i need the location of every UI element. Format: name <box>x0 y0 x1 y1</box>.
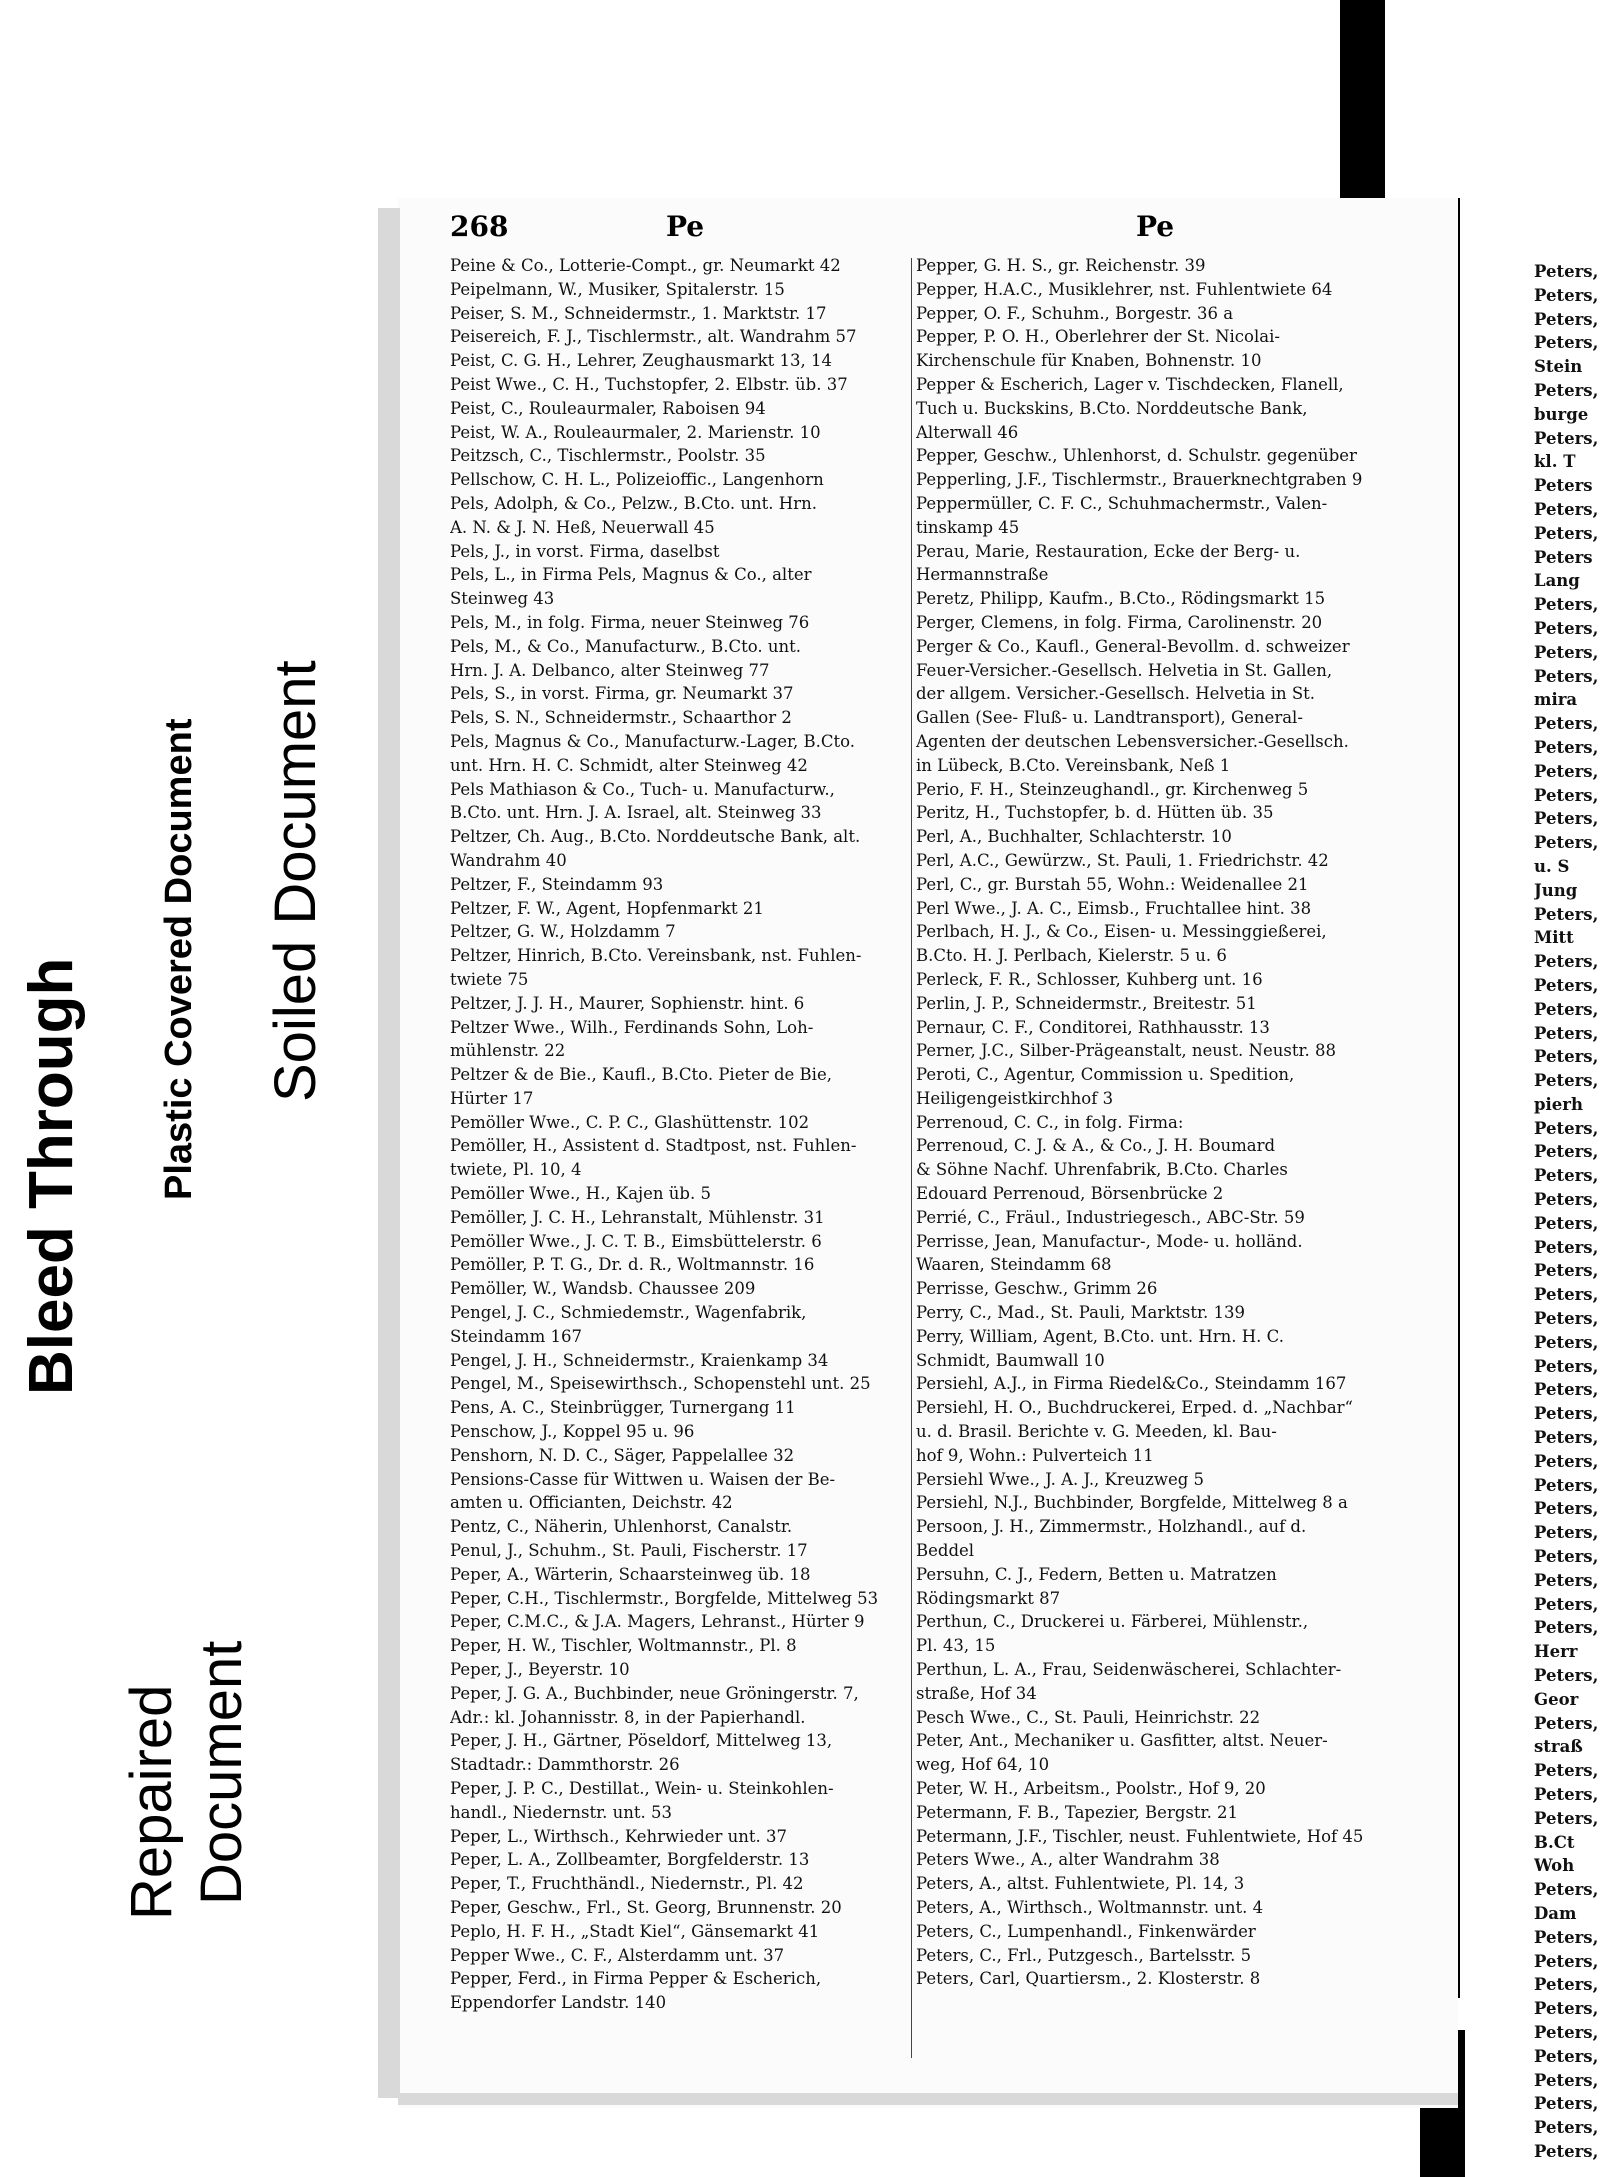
repaired-document-label-line-1: Repaired <box>119 1684 184 1920</box>
right-column <box>916 254 1376 1991</box>
directory-entry-line: twiete, Pl. 10, 4 <box>450 1160 582 1180</box>
next-page-entry-fragment: Peters, <box>1534 1380 1599 1400</box>
next-page-entry-fragment: Peters, <box>1534 952 1599 972</box>
next-page-entry-fragment: Peters, <box>1534 618 1599 638</box>
directory-entry-line: Pels, M., in folg. Firma, neuer Steinweg 76 <box>450 612 810 632</box>
directory-entry-line: Petermann, F. B., Tapezier, Bergstr. 21 <box>916 1802 1239 1822</box>
next-page-entry-fragment: Peters, <box>1534 999 1599 1019</box>
directory-entry-line: Peper, J., Beyerstr. 10 <box>450 1660 630 1680</box>
directory-entry-line: Pepper, H.A.C., Musiklehrer, nst. Fuhlentwiete 64 <box>916 279 1333 299</box>
directory-entry-line: Perrisse, Jean, Manufactur-, Mode- u. holländ. <box>916 1231 1303 1251</box>
directory-entry-line: Pepper, P. O. H., Oberlehrer der St. Nicolai- <box>916 327 1280 347</box>
next-page-entry-fragment: Peters, <box>1534 1999 1599 2019</box>
directory-entry-line: B.Cto. unt. Hrn. J. A. Israel, alt. Steinweg 33 <box>450 803 822 823</box>
directory-entry-line: u. d. Brasil. Berichte v. G. Meeden, kl. Bau- <box>916 1422 1277 1442</box>
next-page-entry-fragment: Peters, <box>1534 1761 1599 1781</box>
next-page-entry-fragment: Peters, <box>1534 2046 1599 2066</box>
directory-entry-line: Pepper, Ferd., in Firma Pepper & Escherich, <box>450 1969 822 1989</box>
directory-entry-line: Perl, A., Buchhalter, Schlachterstr. 10 <box>916 827 1232 847</box>
next-page-entry-fragment: Peters, <box>1534 2141 1599 2161</box>
directory-entry-line: Pemöller, P. T. G., Dr. d. R., Woltmannstr. 16 <box>450 1255 815 1275</box>
directory-entry-line: Pels, Magnus & Co., Manufacturw.-Lager, B.Cto. <box>450 731 856 751</box>
next-page-entry-fragment: Peters, <box>1534 904 1599 924</box>
scanner-bar-top <box>1340 0 1385 200</box>
directory-entry-line: A. N. & J. N. Heß, Neuerwall 45 <box>450 517 715 537</box>
directory-entry-line: Perthun, C., Druckerei u. Färberei, Mühlenstr., <box>916 1612 1309 1632</box>
directory-entry-line: Peist, W. A., Rouleaurmaler, 2. Marienstr. 10 <box>450 422 821 442</box>
next-page-entry-fragment: Peters, <box>1534 714 1599 734</box>
directory-entry-line: Peltzer, Hinrich, B.Cto. Vereinsbank, nst. Fuhlen- <box>450 946 862 966</box>
directory-entry-line: Peters, A., altst. Fuhlentwiete, Pl. 14, 3 <box>916 1874 1245 1894</box>
directory-entry-line: Peist Wwe., C. H., Tuchstopfer, 2. Elbstr. üb. 37 <box>450 374 848 394</box>
directory-entry-line: Perl, C., gr. Burstah 55, Wohn.: Weidenallee 21 <box>916 874 1309 894</box>
directory-entry-line: Rödingsmarkt 87 <box>916 1588 1061 1608</box>
directory-entry-line: Pesch Wwe., C., St. Pauli, Heinrichstr. 22 <box>916 1707 1261 1727</box>
next-page-entry-fragment: Peters <box>1534 547 1593 567</box>
next-page-entry-fragment: Peters, <box>1534 1951 1599 1971</box>
directory-entry-line: Peter, Ant., Mechaniker u. Gasfitter, altst. Neuer- <box>916 1731 1328 1751</box>
directory-entry-line: handl., Niedernstr. unt. 53 <box>450 1802 673 1822</box>
directory-entry-line: Peper, C.M.C., & J.A. Magers, Lehranst., Hürter 9 <box>450 1612 865 1632</box>
next-page-entry-fragment: Peters, <box>1534 1547 1599 1567</box>
directory-entry-line: Hermannstraße <box>916 565 1049 585</box>
next-page-entry-fragment: Peters, <box>1534 333 1599 353</box>
next-page-entry-fragment: Peters, <box>1534 1523 1599 1543</box>
next-page-entry-fragment: Peters, <box>1534 1404 1599 1424</box>
directory-entry-line: Perthun, L. A., Frau, Seidenwäscherei, Schlachter- <box>916 1660 1342 1680</box>
directory-entry-line: Feuer-Versicher.-Gesellsch. Helvetia in St. Gallen, <box>916 660 1333 680</box>
directory-entry-line: Perio, F. H., Steinzeughandl., gr. Kirchenweg 5 <box>916 779 1309 799</box>
directory-entry-line: Perleck, F. R., Schlosser, Kuhberg unt. 16 <box>916 969 1263 989</box>
directory-entry-line: Pl. 43, 15 <box>916 1636 996 1656</box>
next-page-entry-fragment: Peters, <box>1534 1499 1599 1519</box>
directory-entry-line: Peisereich, F. J., Tischlermstr., alt. Wandrahm 57 <box>450 327 857 347</box>
next-page-entry-fragment: Woh <box>1534 1856 1575 1876</box>
directory-entry-line: Peters, Carl, Quartiersm., 2. Klosterstr. 8 <box>916 1969 1261 1989</box>
directory-entry-line: B.Cto. H. J. Perlbach, Kielerstr. 5 u. 6 <box>916 946 1227 966</box>
next-page-entry-fragment: Peters, <box>1534 737 1599 757</box>
next-page-entry-fragment: kl. T <box>1534 452 1576 472</box>
directory-entry-line: Pemöller Wwe., H., Kajen üb. 5 <box>450 1184 711 1204</box>
directory-entry-line: Peiser, S. M., Schneidermstr., 1. Marktstr. 17 <box>450 303 827 323</box>
directory-entry-line: Perl, A.C., Gewürzw., St. Pauli, 1. Friedrichstr. 42 <box>916 850 1329 870</box>
page-edge-left <box>378 208 400 2098</box>
directory-entry-line: Stadtadr.: Dammthorstr. 26 <box>450 1755 680 1775</box>
directory-entry-line: Pepper Wwe., C. F., Alsterdamm unt. 37 <box>450 1945 785 1965</box>
next-page-entry-fragment: Peters, <box>1534 1166 1599 1186</box>
next-page-entry-fragment: Peters, <box>1534 309 1599 329</box>
next-page-entry-fragment: Peters, <box>1534 1213 1599 1233</box>
directory-entry-line: Perlin, J. P., Schneidermstr., Breitestr. 51 <box>916 993 1257 1013</box>
directory-entry-line: Persiehl, A.J., in Firma Riedel&Co., Steindamm 167 <box>916 1374 1347 1394</box>
next-page-entry-fragment: u. S <box>1534 856 1570 876</box>
directory-entry-line: Pengel, J. C., Schmiedemstr., Wagenfabrik, <box>450 1303 807 1323</box>
directory-entry-line: Peper, L. A., Zollbeamter, Borgfelderstr. 13 <box>450 1850 810 1870</box>
next-page-entry-fragment: Peters, <box>1534 1356 1599 1376</box>
directory-entry-line: Perger & Co., Kaufl., General-Bevollm. d. schweizer <box>916 636 1350 656</box>
next-page-entry-fragment: Peters, <box>1534 1190 1599 1210</box>
directory-entry-line: Pepper & Escherich, Lager v. Tischdecken, Flanell, <box>916 374 1344 394</box>
next-page-entry-fragment: Peters, <box>1534 262 1599 281</box>
directory-entry-line: twiete 75 <box>450 969 529 989</box>
directory-entry-line: Peper, H. W., Tischler, Woltmannstr., Pl. 8 <box>450 1636 797 1656</box>
directory-entry-line: der allgem. Versicher.-Gesellsch. Helvetia in St. <box>916 684 1316 704</box>
directory-entry-line: Steindamm 167 <box>450 1326 583 1346</box>
next-page-entry-fragment: Peters, <box>1534 809 1599 829</box>
left-column <box>450 254 910 2015</box>
directory-entry-line: Schmidt, Baumwall 10 <box>916 1350 1105 1370</box>
directory-entry-line: Pels, L., in Firma Pels, Magnus & Co., alter <box>450 565 812 585</box>
directory-entry-line: Pemöller, J. C. H., Lehranstalt, Mühlenstr. 31 <box>450 1207 825 1227</box>
directory-entry-line: Hürter 17 <box>450 1088 534 1108</box>
next-page-entry-fragment: Peters, <box>1534 642 1599 662</box>
bleed-through-label: Bleed Through <box>17 957 86 1395</box>
directory-entry-line: Gallen (See- Fluß- u. Landtransport), General- <box>916 708 1303 728</box>
directory-entry-line: Perau, Marie, Restauration, Ecke der Berg- u. <box>916 541 1301 561</box>
directory-entry-line: Perrenoud, C. C., in folg. Firma: <box>916 1112 1184 1132</box>
directory-entry-line: Persiehl, H. O., Buchdruckerei, Erped. d. „Nachbar“ <box>916 1398 1353 1418</box>
next-page-entry-fragment: Peters, <box>1534 1975 1599 1995</box>
directory-entry-line: Edouard Perrenoud, Börsenbrücke 2 <box>916 1184 1224 1204</box>
book-page <box>398 198 1458 2108</box>
directory-entry-line: Pemöller, H., Assistent d. Stadtpost, nst. Fuhlen- <box>450 1136 857 1156</box>
directory-entry-line: Wandrahm 40 <box>450 850 567 870</box>
directory-entry-line: Hrn. J. A. Delbanco, alter Steinweg 77 <box>450 660 770 680</box>
directory-entry-line: Steinweg 43 <box>450 589 555 609</box>
directory-entry-line: Pernaur, C. F., Conditorei, Rathhausstr. 13 <box>916 1017 1270 1037</box>
next-page-entry-fragment: Peters, <box>1534 1618 1599 1638</box>
next-page-entry-fragment: Peters, <box>1534 499 1599 519</box>
directory-entry-line: Peters, C., Frl., Putzgesch., Bartelsstr. 5 <box>916 1945 1252 1965</box>
next-page-entry-fragment: Peters, <box>1534 833 1599 853</box>
next-page-entry-fragment: B.Ct <box>1534 1832 1575 1852</box>
directory-entry-line: Perry, William, Agent, B.Cto. unt. Hrn. H. C. <box>916 1326 1284 1346</box>
next-page-entry-fragment: Peters, <box>1534 1309 1599 1329</box>
next-page-entry-fragment: Mitt <box>1534 928 1574 948</box>
directory-entry-line: Perlbach, H. J., & Co., Eisen- u. Messinggießerei, <box>916 922 1327 942</box>
next-page-entry-fragment: Peters, <box>1534 1118 1599 1138</box>
next-page-entry-fragment: Peters, <box>1534 1071 1599 1091</box>
next-page-entry-fragment: Peters, <box>1534 2070 1599 2090</box>
directory-entry-line: Kirchenschule für Knaben, Bohnenstr. 10 <box>916 351 1262 371</box>
next-page-entry-fragment: straß <box>1534 1737 1583 1757</box>
next-page-entry-fragment: Peters, <box>1534 1880 1599 1900</box>
next-page-entry-fragment: Peters, <box>1534 1428 1599 1448</box>
repaired-document-label-line-2: Document <box>189 1640 254 1905</box>
directory-entry-line: Peist, C. G. H., Lehrer, Zeughausmarkt 13, 14 <box>450 351 832 371</box>
directory-entry-line: Peltzer, F. W., Agent, Hopfenmarkt 21 <box>450 898 764 918</box>
directory-entry-line: Perry, C., Mad., St. Pauli, Marktstr. 139 <box>916 1303 1246 1323</box>
next-page-entry-fragment: Jung <box>1534 880 1578 900</box>
directory-entry-line: Pels, S. N., Schneidermstr., Schaarthor 2 <box>450 708 792 728</box>
directory-entry-line: Peter, W. H., Arbeitsm., Poolstr., Hof 9, 20 <box>916 1779 1266 1798</box>
next-page-entry-fragment: Peters, <box>1534 761 1599 781</box>
next-page-entry-fragment: Peters, <box>1534 1594 1599 1614</box>
directory-entry-line: Peretz, Philipp, Kaufm., B.Cto., Rödingsmarkt 15 <box>916 589 1326 609</box>
directory-entry-line: Peper, A., Wärterin, Schaarsteinweg üb. 18 <box>450 1564 811 1584</box>
plastic-covered-label: Plastic Covered Document <box>158 718 200 1200</box>
next-page-entry-fragment: Peters, <box>1534 1713 1599 1733</box>
directory-entry-line: Pemöller Wwe., C. P. C., Glashüttenstr. 102 <box>450 1112 810 1132</box>
directory-entry-line: Persoon, J. H., Zimmermstr., Holzhandl., auf d. <box>916 1517 1307 1537</box>
next-page-entry-fragment: Peters, <box>1534 523 1599 543</box>
directory-entry-line: Perger, Clemens, in folg. Firma, Carolinenstr. 20 <box>916 612 1323 632</box>
directory-entry-line: Pens, A. C., Steinbrügger, Turnergang 11 <box>450 1398 796 1418</box>
directory-entry-line: unt. Hrn. H. C. Schmidt, alter Steinweg 42 <box>450 755 808 775</box>
directory-entry-line: Tuch u. Buckskins, B.Cto. Norddeutsche Bank, <box>916 398 1308 418</box>
next-page-entry-fragment: Peters <box>1534 476 1593 496</box>
next-page-entry-fragment: Peters, <box>1534 666 1599 686</box>
directory-entry-line: hof 9, Wohn.: Pulverteich 11 <box>916 1445 1154 1465</box>
directory-entry-line: Petermann, J.F., Tischler, neust. Fuhlentwiete, Hof 45 <box>916 1826 1364 1846</box>
next-page-entry-fragment: Peters, <box>1534 1808 1599 1828</box>
directory-entry-line: Peipelmann, W., Musiker, Spitalerstr. 15 <box>450 279 785 299</box>
next-page-entry-fragment: Peters, <box>1534 1332 1599 1352</box>
directory-entry-line: Peters, A., Wirthsch., Woltmannstr. unt. 4 <box>916 1897 1264 1917</box>
next-page-entry-fragment: Peters, <box>1534 2022 1599 2042</box>
directory-entry-line: Peper, J. P. C., Destillat., Wein- u. Steinkohlen- <box>450 1779 834 1798</box>
directory-entry-line: Pengel, J. H., Schneidermstr., Kraienkamp 34 <box>450 1350 829 1370</box>
directory-entry-line: Pels, S., in vorst. Firma, gr. Neumarkt 37 <box>450 684 794 704</box>
page-edge-bottom <box>398 2093 1458 2105</box>
directory-entry-line: Peters Wwe., A., alter Wandrahm 38 <box>916 1850 1220 1870</box>
directory-entry-line: Penschow, J., Koppel 95 u. 96 <box>450 1422 695 1442</box>
directory-entry-line: & Söhne Nachf. Uhrenfabrik, B.Cto. Charles <box>916 1160 1288 1180</box>
directory-entry-line: Pemöller Wwe., J. C. T. B., Eimsbüttelerstr. 6 <box>450 1231 822 1251</box>
directory-entry-line: straße, Hof 34 <box>916 1683 1037 1703</box>
directory-entry-line: Peppermüller, C. F. C., Schuhmachermstr., Valen- <box>916 493 1328 513</box>
directory-entry-line: Perl Wwe., J. A. C., Eimsb., Fruchtallee hint. 38 <box>916 898 1312 918</box>
directory-entry-line: mühlenstr. 22 <box>450 1041 566 1061</box>
column-divider <box>911 258 912 2058</box>
next-page-entry-fragment: Peters, <box>1534 1023 1599 1043</box>
directory-entry-line: Pentz, C., Näherin, Uhlenhorst, Canalstr. <box>450 1517 793 1537</box>
next-page-entry-fragment: Peters, <box>1534 975 1599 995</box>
next-page-entry-fragment: Peters, <box>1534 428 1599 448</box>
directory-entry-line: Pellschow, C. H. L., Polizeioffic., Langenhorn <box>450 470 824 490</box>
directory-entry-line: tinskamp 45 <box>916 517 1020 537</box>
directory-entry-line: in Lübeck, B.Cto. Vereinsbank, Neß 1 <box>916 755 1231 775</box>
directory-entry-line: Peitzsch, C., Tischlermstr., Poolstr. 35 <box>450 446 766 466</box>
directory-entry-line: Pensions-Casse für Wittwen u. Waisen der Be- <box>450 1469 836 1489</box>
directory-entry-line: Peine & Co., Lotterie-Compt., gr. Neumarkt 42 <box>450 256 841 275</box>
directory-entry-line: Peper, Geschw., Frl., St. Georg, Brunnenstr. 20 <box>450 1897 842 1917</box>
next-page-entry-fragment: Peters, <box>1534 595 1599 615</box>
directory-entry-line: Perrié, C., Fräul., Industriegesch., ABC-Str. 59 <box>916 1207 1305 1227</box>
next-page-entry-fragment: Geor <box>1534 1689 1579 1709</box>
directory-entry-line: Peltzer, Ch. Aug., B.Cto. Norddeutsche Bank, alt. <box>450 827 861 847</box>
directory-entry-line: Peper, J. G. A., Buchbinder, neue Gröningerstr. 7, <box>450 1683 859 1703</box>
directory-entry-line: Perrenoud, C. J. & A., & Co., J. H. Boumard <box>916 1136 1276 1156</box>
directory-entry-line: Pels, J., in vorst. Firma, daselbst <box>450 541 720 561</box>
directory-entry-line: Peper, J. H., Gärtner, Pöseldorf, Mittelweg 13, <box>450 1731 833 1751</box>
directory-entry-line: Pels, Adolph, & Co., Pelzw., B.Cto. unt. Hrn. <box>450 493 817 513</box>
next-page-entry-fragment: Peters, <box>1534 285 1599 305</box>
next-page-column <box>1534 260 1600 2164</box>
directory-entry-line: Pels, M., & Co., Manufacturw., B.Cto. unt. <box>450 636 802 656</box>
directory-entry-line: Peltzer, G. W., Holzdamm 7 <box>450 922 676 942</box>
next-page-entry-fragment: Peters, <box>1534 1666 1599 1686</box>
directory-entry-line: Peltzer, F., Steindamm 93 <box>450 874 664 894</box>
next-page-entry-fragment: Peters, <box>1534 2118 1599 2138</box>
directory-entry-line: Eppendorfer Landstr. 140 <box>450 1993 667 2013</box>
directory-entry-line: Waaren, Steindamm 68 <box>916 1255 1112 1275</box>
directory-entry-line: Adr.: kl. Johannisstr. 8, in der Papierhandl. <box>450 1707 806 1727</box>
next-page-entry-fragment: Peters, <box>1534 1142 1599 1162</box>
running-head-right: Pe <box>1136 210 1175 243</box>
next-page-entry-fragment: Peters, <box>1534 1475 1599 1495</box>
directory-entry-line: Peroti, C., Agentur, Commission u. Spedition, <box>916 1065 1295 1085</box>
directory-entry-line: Peltzer, J. J. H., Maurer, Sophienstr. hint. 6 <box>450 993 805 1013</box>
next-page-entry-fragment: Lang <box>1534 571 1580 591</box>
next-page-entry-fragment: Peters, <box>1534 785 1599 805</box>
page-number: 268 <box>450 210 509 243</box>
directory-entry-line: Alterwall 46 <box>916 422 1019 442</box>
directory-entry-line: Pepper, O. F., Schuhm., Borgestr. 36 a <box>916 303 1234 323</box>
directory-entry-line: Peper, C.H., Tischlermstr., Borgfelde, Mittelweg 53 <box>450 1588 879 1608</box>
directory-entry-line: Perrisse, Geschw., Grimm 26 <box>916 1279 1158 1299</box>
directory-entry-line: Peritz, H., Tuchstopfer, b. d. Hütten üb. 35 <box>916 803 1274 823</box>
next-page-entry-fragment: Dam <box>1534 1903 1577 1923</box>
directory-entry-line: Peltzer Wwe., Wilh., Ferdinands Sohn, Loh- <box>450 1017 814 1037</box>
next-page-entry-fragment: burge <box>1534 404 1589 424</box>
next-page-entry-fragment: Peters, <box>1534 380 1599 400</box>
directory-entry-line: Peltzer & de Bie., Kaufl., B.Cto. Pieter de Bie, <box>450 1065 832 1085</box>
next-page-entry-fragment: Peters, <box>1534 1927 1599 1947</box>
directory-entry-line: Peist, C., Rouleaurmaler, Raboisen 94 <box>450 398 766 418</box>
next-page-entry-fragment: Peters, <box>1534 1047 1599 1067</box>
directory-entry-line: Pemöller, W., Wandsb. Chaussee 209 <box>450 1279 756 1299</box>
directory-entry-line: Peters, C., Lumpenhandl., Finkenwärder <box>916 1921 1256 1941</box>
next-page-entry-fragment: Herr <box>1534 1642 1578 1662</box>
directory-entry-line: Peplo, H. F. H., „Stadt Kiel“, Gänsemarkt 41 <box>450 1921 820 1941</box>
soiled-document-label: Soiled Document <box>263 660 328 1102</box>
next-page-entry-fragment: mira <box>1534 690 1578 710</box>
next-page-entry-fragment: Peters, <box>1534 1285 1599 1305</box>
directory-entry-line: Penshorn, N. D. C., Säger, Pappelallee 32 <box>450 1445 795 1465</box>
directory-entry-line: Perner, J.C., Silber-Prägeanstalt, neust. Neustr. 88 <box>916 1041 1337 1061</box>
next-page-entry-fragment: Peters, <box>1534 1261 1599 1281</box>
directory-entry-line: Pepper, G. H. S., gr. Reichenstr. 39 <box>916 256 1206 275</box>
next-page-entry-fragment: Peters, <box>1534 1785 1599 1804</box>
directory-entry-line: Peper, L., Wirthsch., Kehrwieder unt. 37 <box>450 1826 788 1846</box>
next-page-entry-fragment: pierh <box>1534 1094 1583 1114</box>
directory-entry-line: Heiligengeistkirchhof 3 <box>916 1088 1114 1108</box>
directory-entry-line: Persuhn, C. J., Federn, Betten u. Matratzen <box>916 1564 1277 1584</box>
directory-entry-line: Peper, T., Fruchthändl., Niedernstr., Pl. 42 <box>450 1874 804 1894</box>
directory-entry-line: Pels Mathiason & Co., Tuch- u. Manufacturw., <box>450 779 835 799</box>
directory-entry-line: Agenten der deutschen Lebensversicher.-Gesellsch. <box>916 731 1349 751</box>
directory-entry-line: amten u. Officianten, Deichstr. 42 <box>450 1493 733 1513</box>
next-page-entry-fragment: Stein <box>1534 357 1583 377</box>
next-page-entry-fragment: Peters, <box>1534 1451 1599 1471</box>
directory-entry-line: Pengel, M., Speisewirthsch., Schopenstehl unt. 25 <box>450 1374 871 1394</box>
next-page-entry-fragment: Peters, <box>1534 1570 1599 1590</box>
directory-entry-line: Pepperling, J.F., Tischlermstr., Brauerknechtgraben 9 <box>916 470 1363 490</box>
directory-entry-line: Beddel <box>916 1541 975 1561</box>
running-head-left: Pe <box>666 210 705 243</box>
next-page-entry-fragment: Peters, <box>1534 1237 1599 1257</box>
directory-entry-line: Pepper, Geschw., Uhlenhorst, d. Schulstr. gegenüber <box>916 446 1357 466</box>
directory-entry-line: Persiehl, N.J., Buchbinder, Borgfelde, Mittelweg 8 a <box>916 1493 1348 1513</box>
directory-entry-line: weg, Hof 64, 10 <box>916 1755 1050 1775</box>
directory-entry-line: Penul, J., Schuhm., St. Pauli, Fischerstr. 17 <box>450 1541 808 1561</box>
directory-entry-line: Persiehl Wwe., J. A. J., Kreuzweg 5 <box>916 1469 1205 1489</box>
next-page-entry-fragment: Peters, <box>1534 2094 1599 2114</box>
